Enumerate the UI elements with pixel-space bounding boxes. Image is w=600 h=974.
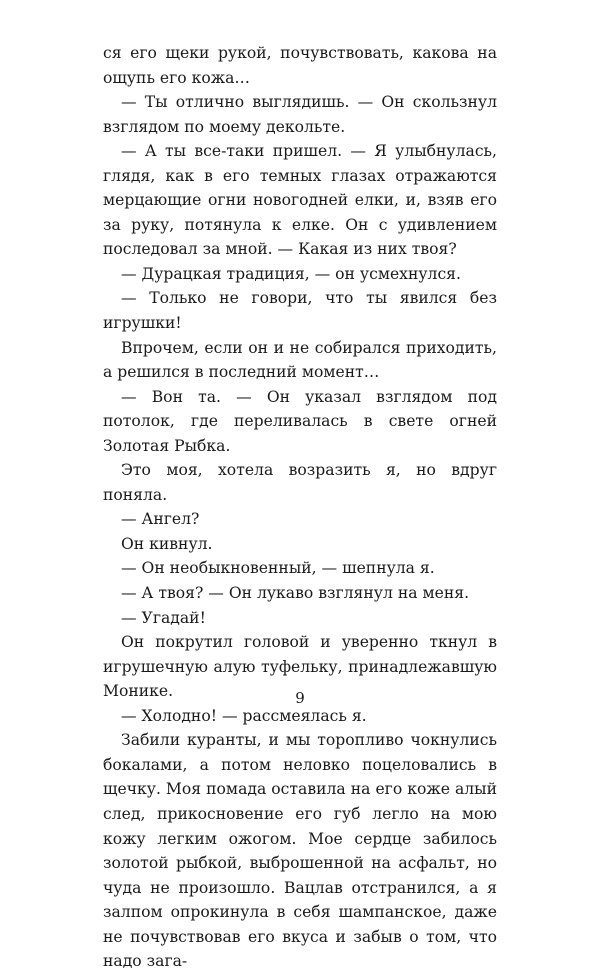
- paragraph: Забили куранты, и мы торопливо чокнулись бокалами, а потом неловко поцеловались в щечку. Моя помада оставила на его коже алый след, прикосновение его губ легло на мою кожу легким ожогом. Мое сердце забилось золотой рыбкой, выброшенной на асфальт, но чуда не произошло. Вацлав отстранился, а я залпом опрокинула в себя шампанское, даже не почувствовав его вкуса и забыв о том, что надо зага-: [103, 731, 497, 971]
- paragraph: — А твоя? — Он лукаво взглянул на меня.: [121, 584, 470, 603]
- paragraph: Это моя, хотела возразить я, но вдруг поняла.: [103, 461, 497, 504]
- paragraph: Он покрутил головой и уверенно ткнул в игрушечную алую туфельку, принадлежавшую Монике.: [103, 633, 497, 701]
- paragraph: — Дурацкая традиция, — он усмехнулся.: [121, 264, 461, 283]
- page-number: 9: [295, 689, 305, 707]
- paragraph: — Ангел?: [121, 510, 200, 529]
- paragraph: — А ты все-таки пришел. — Я улыбнулась, глядя, как в его темных глазах отражаются мерцающие огни новогодней елки, и, взяв его за руку, потянула к елке. Он с удивлением последовал за мной. — Какая из них твоя?: [103, 142, 497, 259]
- paragraph: ся его щеки рукой, почувствовать, какова на ощупь его кожа…: [103, 44, 497, 87]
- body-text: [103, 41, 497, 974]
- paragraph: — Только не говори, что ты явился без игрушки!: [103, 289, 497, 333]
- paragraph: — Ты отлично выглядишь. — Он скользнул взглядом по моему декольте.: [103, 93, 497, 136]
- paragraph: — Он необыкновенный, — шепнула я.: [121, 559, 435, 578]
- paragraph: — Холодно! — рассмеялась я.: [121, 706, 367, 725]
- paragraph: — Вон та. — Он указал взглядом под потолок, где переливалась в свете огней Золотая Рыбка.: [103, 387, 497, 455]
- paragraph: Он кивнул.: [121, 534, 213, 553]
- paragraph: — Угадай!: [121, 608, 206, 627]
- paragraph: Впрочем, если он и не собирался приходить, а решился в последний момент…: [103, 338, 497, 382]
